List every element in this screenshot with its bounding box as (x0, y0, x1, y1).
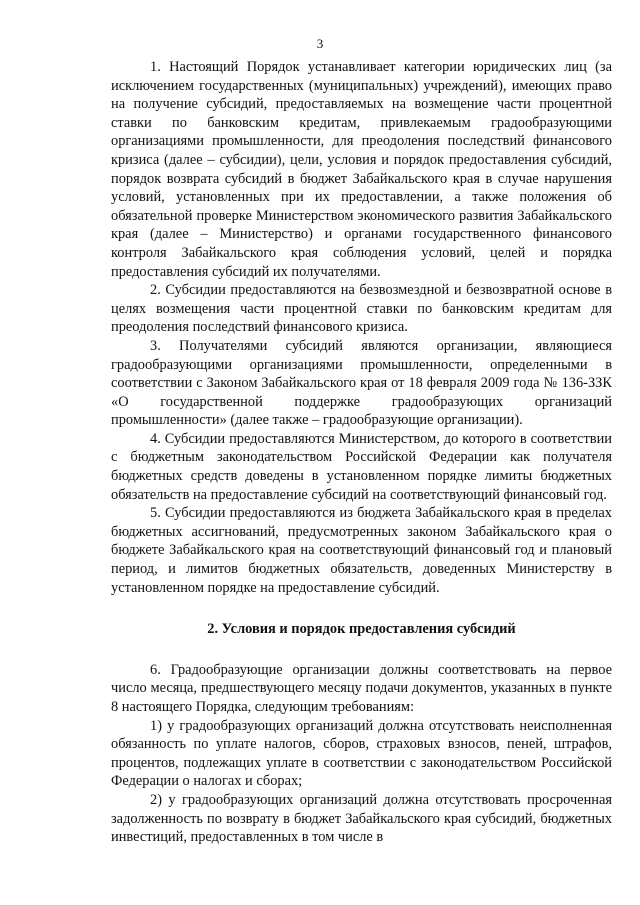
page-number: 3 (316, 36, 324, 51)
paragraph-2: 2. Субсидии предоставляются на безвозмездной и безвозвратной основе в целях возмещения части процентной ставки по банковским кредитам для преодоления последствий финансового кризиса. (111, 282, 612, 336)
paragraph-5: 5. Субсидии предоставляются из бюджета Забайкальского края в пределах бюджетных ассигнований, предусмотренных законом Забайкальского края о бюджете Забайкальского края на соответствующий финансовый год и плановый период, и лимитов бюджетных обязательств, доведенных Министерству в установленном порядке на предоставление субсидий. (111, 505, 612, 596)
paragraph-4: 4. Субсидии предоставляются Министерством, до которого в соответствии с бюджетным законодательством Российской Федерации как получателя бюджетных средств доведены в установленном порядке лимиты бюджетных обязательств на предоставление субсидий на соответствующий финансовый год. (111, 430, 612, 503)
paragraph-6-item-2: 2) у градообразующих организаций должна отсутствовать просроченная задолженность по возврату в бюджет Забайкальского края субсидий, бюджетных инвестиций, предоставленных в том числе в (111, 791, 612, 846)
document-body (111, 58, 612, 847)
section-heading: 2. Условия и порядок предоставления субсидий (207, 621, 516, 638)
paragraph-6: 6. Градообразующие организации должны соответствовать на первое число месяца, предшествующего месяцу подачи документов, указанных в пункте 8 настоящего Порядка, следующим требованиям: (111, 661, 612, 715)
paragraph-1: 1. Настоящий Порядок устанавливает категории юридических лиц (за исключением государственных (муниципальных) учреждений), имеющих право на получение субсидий, предоставляемых на возмещение части процентной ставки по банковским кредитам, привлекаемым градообразующими организациями промышленности, для преодоления последствий финансового кризиса (далее – субсидии), цели, условия и порядок предоставления субсидий, порядок возврата субсидий в бюджет Забайкальского края в случае нарушения условий, установленных при их предоставлении, а также положения об обязательной проверке Министерством экономического развития Забайкальского края (далее – Министерство) и органами государственного финансового контроля Забайкальского края соблюдения условий, целей и порядка предоставления субсидий их получателями. (111, 59, 612, 280)
paragraph-6-item-1: 1) у градообразующих организаций должна отсутствовать неисполненная обязанность по уплате налогов, сборов, страховых взносов, пеней, штрафов, процентов, подлежащих уплате в соответствии с законодательством Российской Федерации о налогах и сборах; (111, 717, 612, 790)
paragraph-3: 3. Получателями субсидий являются организации, являющиеся градообразующими организациями промышленности, определенными в соответствии с Законом Забайкальского края от 18 февраля 2009 года № 136-ЗЗК «О государственной поддержке градообразующих организаций промышленности» (далее также – градообразующие организации). (111, 337, 612, 429)
